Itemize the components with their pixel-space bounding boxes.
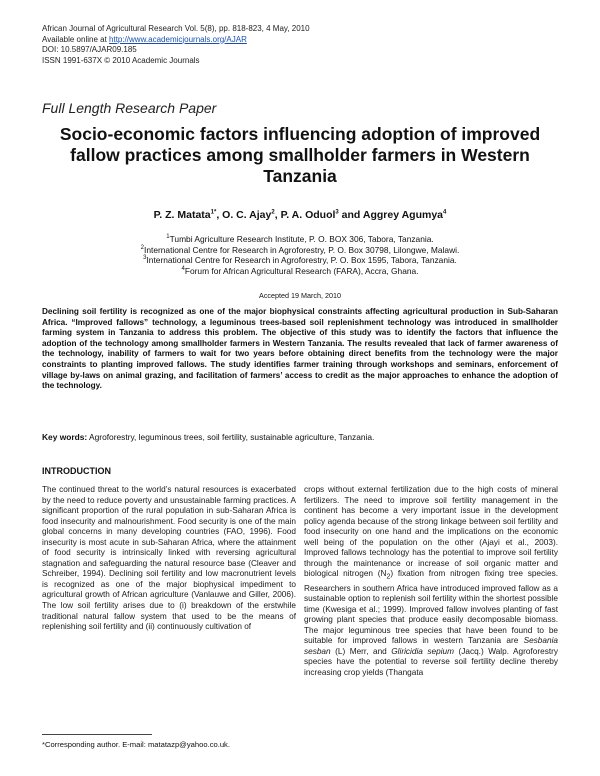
author-name: O. C. Ajay [222, 209, 272, 221]
affiliation-line [0, 266, 600, 277]
author-affiliation-mark: 4 [443, 209, 447, 216]
affiliation-line [0, 234, 600, 245]
affiliation-text: International Centre for Research in Agroforestry, P. O. Box 30798, Lilongwe, Malawi. [144, 244, 460, 255]
author-name: P. Z. Matata [153, 209, 211, 221]
paper-type-label: Full Length Research Paper [42, 100, 217, 116]
species-name: Gliricidia sepium [391, 646, 454, 656]
nitrogen-subscript: 2 [386, 574, 391, 582]
affiliation-text: International Centre for Research in Agroforestry, P. O. Box 1595, Tabora, Tanzania. [146, 255, 457, 266]
keywords-text: Agroforestry, leguminous trees, soil fertility, sustainable agriculture, Tanzania. [89, 432, 375, 442]
affiliation-text: Forum for African Agricultural Research (FARA), Accra, Ghana. [184, 265, 419, 276]
affiliation-line [0, 245, 600, 256]
keywords-label: Key words: [42, 432, 88, 442]
intro-right-text: crops without external fertilization due to the high costs of mineral fertilizers. The need to improve soil fertility management in the continent has become a very important issue in the development policy agenda because of the strong linkage between soil fertility and food insecurity on one hand and the implications on the economic well being of the population on the other (Ajayi et al., 2003). Improved fallows technology has the potential to improve soil fertility through the maintenance or increase of soil organic matter and biological nitrogen (N [304, 485, 558, 579]
availability-prefix: Available online at [42, 34, 110, 44]
issn-line: ISSN 1991-637X © 2010 Academic Journals [42, 55, 200, 65]
intro-right-text: (L) Merr, and [330, 646, 392, 656]
author-separator: and [338, 209, 363, 221]
abstract: Declining soil fertility is recognized as one of the major biophysical constraints affecting agricultural production in Sub-Saharan Africa. “Improved fallows” technology, a leguminous trees-based soil replenishment technology was introduced in smallholder farming system in Tanzania to address this problem. The objective of this study was to identify the factors that influence the adoption of the technology among smallholder farmers in Western Tanzania. The results revealed that lack of farmer awareness of the technology, inability of farmers to wait for two years before obtaining direct benefits from the technology were the major constraints to planting improved fallows. The study identifies farmer training through workshops and seminars, enforcement of village by-laws on animal grazing, and facilitation of farmers’ access to credit as the major approaches to enhance the adoption of the technology. [42, 307, 558, 391]
keywords [42, 432, 558, 442]
species-name: Sesbania sesban [304, 636, 558, 656]
footnote-rule [42, 734, 152, 735]
author-affiliation-mark: 1* [210, 209, 217, 216]
availability-line [42, 35, 310, 46]
author-affiliation-mark: 2 [271, 209, 275, 216]
author-name: P. A. Oduol [280, 209, 336, 221]
author-name: Aggrey Agumya [362, 209, 444, 221]
affiliation-mark: 1 [166, 234, 170, 241]
author-affiliation-mark: 3 [335, 209, 339, 216]
affiliation-mark: 3 [143, 255, 147, 262]
affiliations [0, 234, 600, 276]
intro-column-right [304, 485, 558, 678]
journal-header [42, 24, 310, 66]
journal-citation: African Journal of Agricultural Research Vol. 5(8), pp. 818-823, 4 May, 2010 [42, 24, 310, 33]
journal-link[interactable]: http://www.academicjournals.org/AJAR [109, 34, 247, 44]
affiliation-mark: 2 [140, 244, 145, 251]
affiliation-text: Tumbi Agriculture Research Institute, P. O. BOX 306, Tabora, Tanzania. [169, 234, 434, 244]
author-list [0, 209, 600, 221]
author-separator: , [274, 209, 281, 221]
intro-right-text: (Jacq.) Walp. Agroforestry species have the potential to reverse soil fertility decline thereby increasing crop yields (Thangata [304, 646, 558, 677]
paper-title: Socio-economic factors influencing adoption of improved fallow practices among smallholder farmers in Western Tanzania [59, 124, 541, 186]
corresponding-author-footnote: *Corresponding author. E-mail: matatazp@yahoo.co.uk. [42, 740, 230, 749]
doi-line: DOI: 10.5897/AJAR09.185 [42, 45, 137, 54]
affiliation-mark: 4 [181, 265, 185, 272]
intro-right-text: ) fixation from nitrogen fixing tree species. Researchers in southern Africa have introduced improved fallow as a sustainable option to replenish soil fertility within the shortest possible time (Kwesiga et al.; 1999). Improved fallow involves planting of fast growing plant species that produce easily decomposable biomass. The major leguminous tree species that have been found to be suitable for improved fallows in western Tanzania are [304, 569, 558, 646]
author-separator: , [216, 209, 223, 221]
intro-column-left: The continued threat to the world’s natural resources is exacerbated by the need to reduce poverty and unsustainable farming practices. A significant proportion of the rural population in sub-Saharan Africa is food insecurity and malnourishment. Food security is one of the main global concerns in many developing countries (FAO, 1996). Food insecurity is most acute in sub-Saharan Africa, where the attainment of food security is intrinsically linked with reversing agricultural stagnation and safeguarding the natural resource base (Cleaver and Schreiber, 1994). Declining soil fertility and low macronutrient levels is recognized as one of the major biophysical impediment to agricultural growth of African agriculture (Vanlauwe and Giller, 2006). The low soil fertility arises due to (i) breakdown of the erstwhile traditional natural fallow system that used to be the means of replenishing soil fertility and (ii) continuously cultivation of [42, 485, 296, 632]
affiliation-line [0, 255, 600, 266]
introduction-heading: INTRODUCTION [42, 466, 111, 476]
accepted-date: Accepted 19 March, 2010 [259, 291, 341, 300]
